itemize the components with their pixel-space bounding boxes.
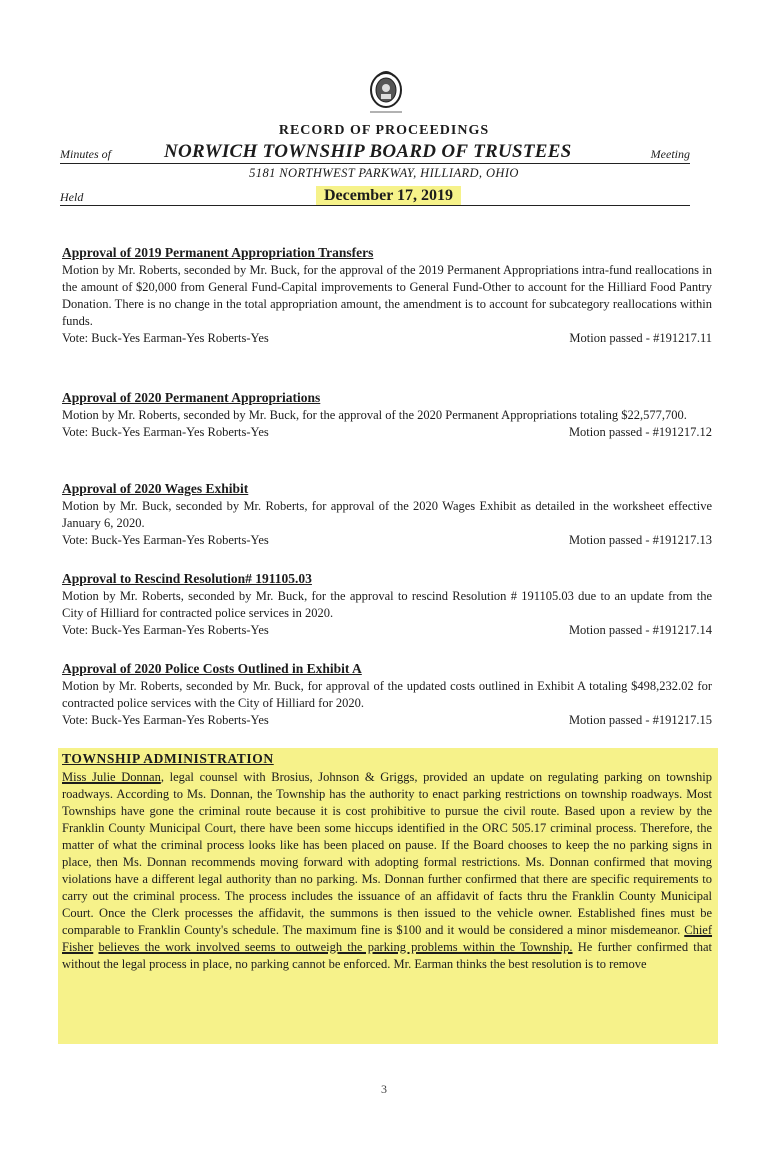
record-title: RECORD OF PROCEEDINGS bbox=[278, 123, 490, 138]
date-rule bbox=[60, 205, 690, 206]
vote-result: Vote: Buck-Yes Earman-Yes Roberts-Yes bbox=[62, 623, 269, 637]
item-body: Motion by Mr. Roberts, seconded by Mr. Buck, for the approval of the 2020 Permanent Appropriations totaling $22,577,700. bbox=[62, 408, 687, 422]
vote-result: Vote: Buck-Yes Earman-Yes Roberts-Yes bbox=[62, 533, 269, 547]
item-title: Approval of 2020 Wages Exhibit bbox=[62, 481, 249, 496]
attorney-name: Miss Julie Donnan bbox=[62, 770, 161, 784]
vote-row bbox=[62, 712, 712, 729]
motion-number: Motion passed - #191217.11 bbox=[569, 331, 712, 345]
chief-name: Chief Fisher bbox=[62, 923, 713, 954]
item-body: Motion by Mr. Roberts, seconded by Mr. Buck, for the approval to rescind Resolution # 191105.03 due to an update from the City of Hilliard for contracted police services in 2020. bbox=[62, 589, 712, 620]
vote-row bbox=[62, 532, 712, 549]
item-title: Approval to Rescind Resolution# 191105.03 bbox=[62, 571, 312, 586]
admin-text: believes the work involved seems to outweigh the parking problems within the Township. bbox=[98, 940, 573, 954]
vote-row bbox=[62, 622, 712, 639]
minutes-of-label: Minutes of bbox=[60, 147, 111, 161]
header-rule bbox=[60, 163, 690, 164]
vote-result: Vote: Buck-Yes Earman-Yes Roberts-Yes bbox=[62, 331, 269, 345]
motion-number: Motion passed - #191217.13 bbox=[568, 533, 712, 547]
board-address: 5181 NORTHWEST PARKWAY, HILLIARD, OHIO bbox=[249, 166, 519, 180]
agenda-item bbox=[62, 480, 712, 549]
board-name: NORWICH TOWNSHIP BOARD OF TRUSTEES bbox=[164, 141, 572, 162]
minutes-header-row bbox=[60, 141, 690, 165]
township-seal bbox=[364, 66, 408, 122]
meeting-label: Meeting bbox=[650, 147, 690, 161]
item-body: Motion by Mr. Roberts, seconded by Mr. Buck, for the approval of the 2019 Permanent Appropriations intra-fund reallocations in the amount of $20,000 from General Fund-Capital improvements to General Fund-Other to account for the Hilliard Food Pantry Donation. There is no change in the total appropriation amount, the amendment is to account for subcategory reallocations within funds. bbox=[62, 263, 712, 328]
meeting-date: December 17, 2019 bbox=[316, 186, 461, 206]
agenda-item bbox=[62, 389, 712, 441]
held-label: Held bbox=[60, 190, 84, 204]
vote-result: Vote: Buck-Yes Earman-Yes Roberts-Yes bbox=[62, 425, 269, 439]
admin-text: He further confirmed that without the legal process in place, no parking cannot be enforced. Mr. Earman thinks the best resolution is to remove bbox=[62, 940, 713, 971]
item-body: Motion by Mr. Roberts, seconded by Mr. Buck, for approval of the updated costs outlined in Exhibit A totaling $498,232.02 for contracted police services with the City of Hilliard for 2020. bbox=[62, 679, 712, 710]
motion-number: Motion passed - #191217.12 bbox=[568, 425, 712, 439]
admin-text: , legal counsel with Brosius, Johnson & Griggs, provided an update on regulating parking on township roadways. According to Ms. Donnan, the Township has the authority to enact parking restrictions on township roadways. Most Townships have gone the criminal route because it is cost prohibitive to pursue the civil route. Based upon a review by the Franklin County Municipal Court, there have been some hiccups identified in the ORC 505.17 criminal process. Therefore, the matter of what the criminal process looks like has been placed on pause. If the Board chooses to keep the no parking signs in place, then Ms. Donnan recommends moving forward with adopting formal restrictions. Ms. Donnan confirmed that moving violations have a different legal authority than no parking. Ms. Donnan further confirmed that there are specific requirements to carry out the criminal process. The process includes the issuance of an affidavit of facts thru the Franklin County Municipal Court. Once the Clerk processes the affidavit, the summons is then issued to the vehicle owner. Established fines must be comparable to Franklin County's schedule. The maximum fine is $100 and it would be considered a minor misdemeanor. bbox=[62, 770, 712, 937]
item-body: Motion by Mr. Buck, seconded by Mr. Roberts, for approval of the 2020 Wages Exhibit as detailed in the worksheet effective January 6, 2020. bbox=[62, 499, 712, 530]
vote-row bbox=[62, 330, 712, 347]
vote-row bbox=[62, 424, 712, 441]
motion-number: Motion passed - #191217.14 bbox=[568, 623, 712, 637]
agenda-item bbox=[62, 660, 712, 729]
item-title: Approval of 2019 Permanent Appropriation Transfers bbox=[62, 245, 374, 260]
agenda-item bbox=[62, 570, 712, 639]
motion-number: Motion passed - #191217.15 bbox=[568, 713, 712, 727]
admin-section-title: TOWNSHIP ADMINISTRATION bbox=[62, 751, 274, 766]
page-number: 3 bbox=[381, 1082, 387, 1096]
agenda-item bbox=[62, 244, 712, 347]
item-title: Approval of 2020 Police Costs Outlined in Exhibit A bbox=[62, 661, 362, 676]
vote-result: Vote: Buck-Yes Earman-Yes Roberts-Yes bbox=[62, 713, 269, 727]
item-title: Approval of 2020 Permanent Appropriations bbox=[62, 390, 321, 405]
admin-section-body bbox=[62, 769, 712, 973]
